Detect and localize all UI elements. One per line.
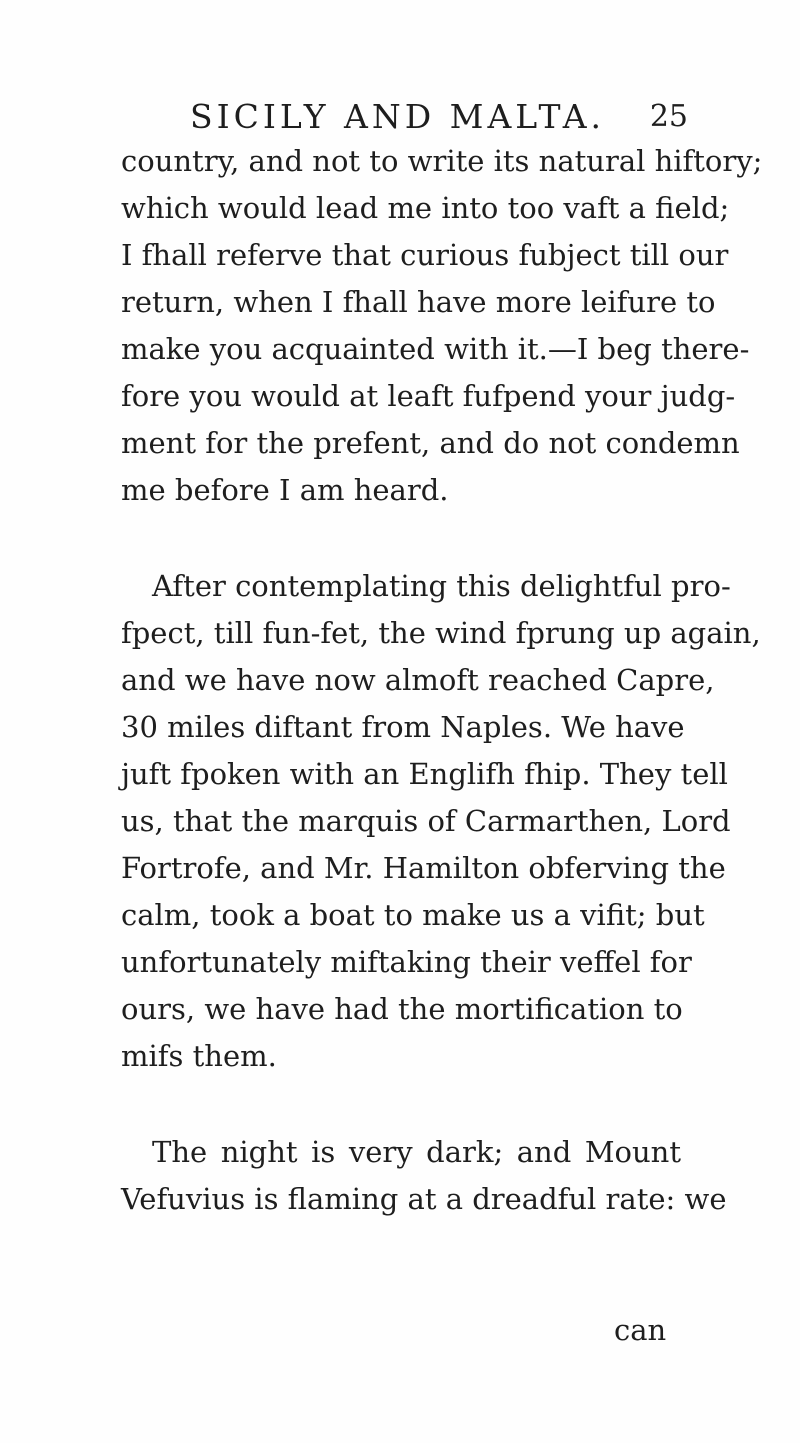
paragraph [121, 563, 761, 1080]
text-line: ment for the prefent, and do not condemn [121, 426, 740, 460]
paragraph-gap [121, 514, 681, 563]
text-line: Vefuvius is flaming at a dreadful rate: we [121, 1182, 727, 1216]
paragraph [121, 138, 763, 514]
text-line: us, that the marquis of Carmarthen, Lord [121, 804, 731, 838]
text-line: me before I am heard. [121, 473, 449, 507]
running-title: SICILY AND MALTA. [190, 97, 606, 136]
text-line: which would lead me into too vaft a field; [121, 191, 730, 225]
text-line: calm, took a boat to make us a vifit; but [121, 898, 705, 932]
text-line: 30 miles diftant from Naples. We have [121, 710, 685, 744]
text-line: fore you would at leaft fufpend your judg- [121, 379, 736, 413]
text-line: mifs them. [121, 1039, 277, 1073]
text-line: return, when I fhall have more leifure to [121, 285, 716, 319]
text-line: fpect, till fun-fet, the wind fprung up again, [121, 616, 761, 650]
page-number: 25 [649, 99, 688, 134]
text-line: I fhall referve that curious fubject till our [121, 238, 729, 272]
text-line: make you acquainted with it.—I beg there- [121, 332, 750, 366]
text-line: juft fpoken with an Englifh fhip. They tell [121, 757, 728, 791]
text-line: unfortunately miftaking their veffel for [121, 945, 692, 979]
text-line: ours, we have had the mortification to [121, 992, 683, 1026]
paragraph [121, 1129, 727, 1223]
body-text [121, 138, 763, 1223]
text-line: country, and not to write its natural hiftory; [121, 144, 763, 178]
catchword: can [614, 1313, 667, 1347]
text-line: After contemplating this delightful pro- [152, 569, 731, 603]
text-line: Fortrofe, and Mr. Hamilton obferving the [121, 851, 726, 885]
text-line: and we have now almoft reached Capre, [121, 663, 715, 697]
paragraph-gap [121, 1080, 681, 1129]
text-line: The night is very dark; and Mount [152, 1135, 681, 1169]
